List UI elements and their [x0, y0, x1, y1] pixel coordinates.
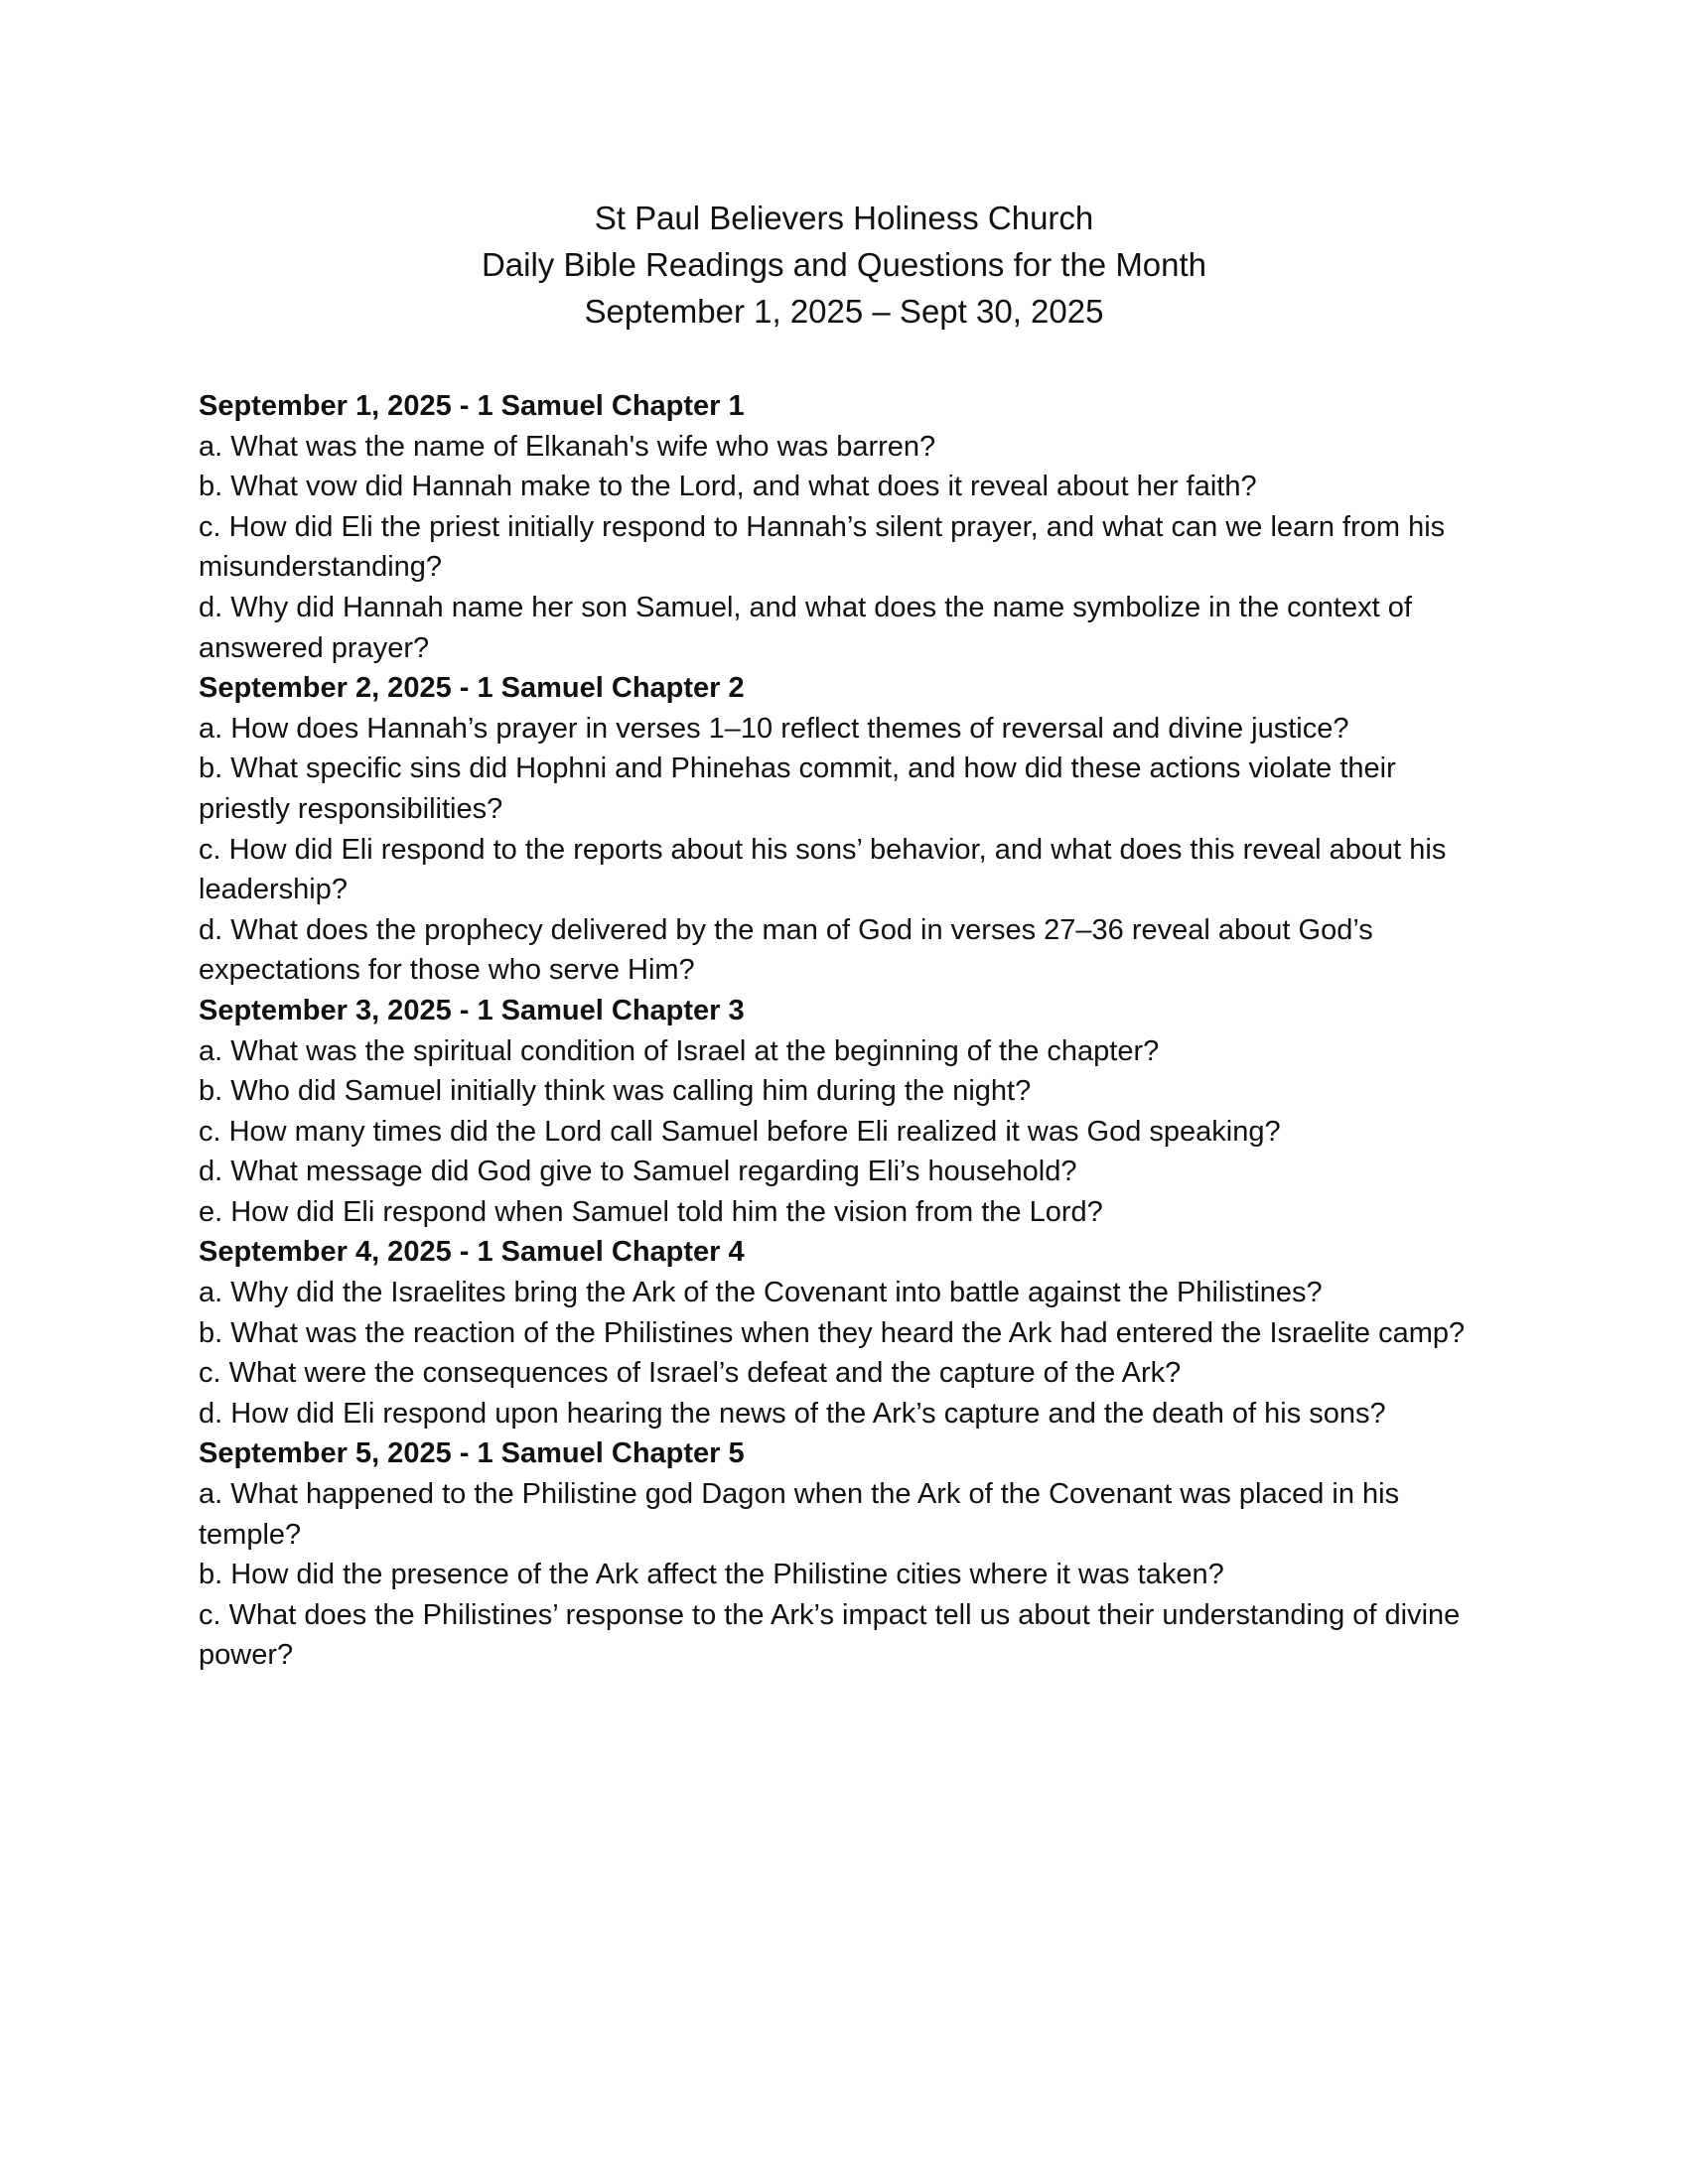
question-item: a. What was the name of Elkanah's wife who was barren? [199, 430, 936, 463]
readings-content [199, 386, 1489, 1676]
section-title: September 1, 2025 - 1 Samuel Chapter 1 [199, 390, 745, 422]
section-title: September 5, 2025 - 1 Samuel Chapter 5 [199, 1437, 745, 1470]
question-item: a. Why did the Israelites bring the Ark of the Covenant into battle against the Philistines? [199, 1277, 1323, 1309]
question-item: c. How many times did the Lord call Samuel before Eli realized it was God speaking? [199, 1115, 1281, 1148]
question-item: d. What does the prophecy delivered by the man of God in verses 27–36 reveal about God’s expectations for those who serve Him? [199, 913, 1373, 987]
section-title: September 3, 2025 - 1 Samuel Chapter 3 [199, 994, 745, 1026]
church-name: St Paul Believers Holiness Church [594, 200, 1094, 236]
question-item: d. What message did God give to Samuel regarding Eli’s household? [199, 1156, 1077, 1188]
document-subtitle: Daily Bible Readings and Questions for the Month [481, 246, 1207, 283]
reading-section-sept-2 [199, 668, 1489, 991]
question-item: b. Who did Samuel initially think was calling him during the night? [199, 1075, 1032, 1108]
document-header [0, 195, 1688, 335]
reading-section-sept-3 [199, 991, 1489, 1233]
question-item: d. How did Eli respond upon hearing the news of the Ark’s capture and the death of his sons? [199, 1397, 1386, 1430]
question-item: c. What does the Philistines’ response to the Ark’s impact tell us about their understanding of divine power? [199, 1598, 1461, 1672]
reading-section-sept-1 [199, 386, 1489, 668]
question-item: a. What was the spiritual condition of Israel at the beginning of the chapter? [199, 1034, 1160, 1067]
date-range: September 1, 2025 – Sept 30, 2025 [584, 293, 1104, 330]
section-title: September 4, 2025 - 1 Samuel Chapter 4 [199, 1236, 745, 1269]
question-item: a. What happened to the Philistine god Dagon when the Ark of the Covenant was placed in his temple? [199, 1478, 1400, 1551]
question-item: b. What specific sins did Hophni and Phinehas commit, and how did these actions violate their priestly responsibilities? [199, 752, 1396, 825]
question-item: c. What were the consequences of Israel’s defeat and the capture of the Ark? [199, 1357, 1182, 1390]
question-item: b. How did the presence of the Ark affect the Philistine cities where it was taken? [199, 1559, 1224, 1591]
question-item: c. How did Eli respond to the reports about his sons’ behavior, and what does this reveal about his leadership? [199, 833, 1447, 906]
reading-section-sept-5 [199, 1433, 1489, 1676]
question-item: e. How did Eli respond when Samuel told him the vision from the Lord? [199, 1195, 1103, 1228]
question-item: b. What vow did Hannah make to the Lord, and what does it reveal about her faith? [199, 471, 1257, 503]
question-item: d. Why did Hannah name her son Samuel, and what does the name symbolize in the context of answered prayer? [199, 591, 1412, 664]
question-item: c. How did Eli the priest initially respond to Hannah’s silent prayer, and what can we learn from his misunderstanding? [199, 510, 1446, 584]
reading-section-sept-4 [199, 1232, 1489, 1433]
question-item: b. What was the reaction of the Philistines when they heard the Ark had entered the Israelite camp? [199, 1316, 1466, 1349]
question-item: a. How does Hannah’s prayer in verses 1–10 reflect themes of reversal and divine justice? [199, 712, 1349, 745]
section-title: September 2, 2025 - 1 Samuel Chapter 2 [199, 672, 745, 705]
